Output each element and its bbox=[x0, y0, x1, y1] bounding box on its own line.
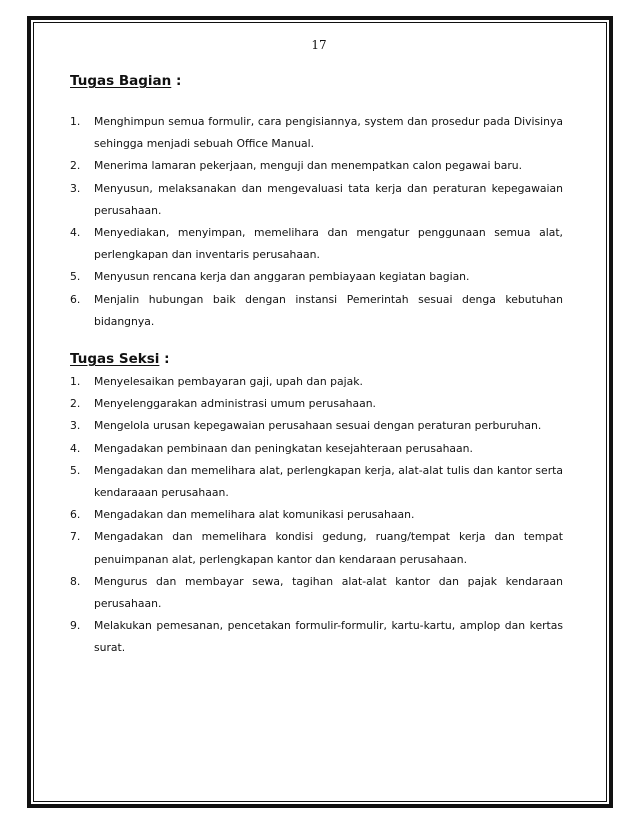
tugas-bagian-list bbox=[70, 111, 563, 333]
list-item-text: Mengadakan dan memelihara alat komunikasi perusahaan. bbox=[94, 508, 415, 522]
list-item-text: Menyediakan, menyimpan, memelihara dan mengatur penggunaan semua alat, perlengkapan dan inventaris perusahaan. bbox=[94, 226, 563, 262]
list-item-number: 4. bbox=[70, 226, 81, 240]
list-item bbox=[70, 415, 563, 437]
list-item-text: Mengelola urusan kepegawaian perusahaan sesuai dengan peraturan perburuhan. bbox=[94, 419, 542, 433]
list-item-text: Menerima lamaran pekerjaan, menguji dan menempatkan calon pegawai baru. bbox=[94, 159, 523, 173]
list-item-text: Menyelesaikan pembayaran gaji, upah dan pajak. bbox=[94, 375, 363, 389]
list-item bbox=[70, 438, 563, 460]
list-item-text: Menghimpun semua formulir, cara pengisiannya, system dan prosedur pada Divisinya sehingga menjadi sebuah Office Manual. bbox=[94, 115, 563, 151]
list-item bbox=[70, 460, 563, 504]
list-item-number: 5. bbox=[70, 463, 81, 477]
list-item-text: Menyusun, melaksanakan dan mengevaluasi tata kerja dan peraturan kepegawaian perusahaan. bbox=[94, 181, 563, 217]
list-item-text: Mengurus dan membayar sewa, tagihan alat-alat kantor dan pajak kendaraan perusahaan. bbox=[94, 574, 563, 611]
section-title-colon: : bbox=[171, 73, 182, 89]
list-item-number: 2. bbox=[70, 159, 81, 173]
section-heading-tugas-seksi bbox=[70, 348, 563, 370]
list-item-number: 2. bbox=[70, 397, 81, 411]
list-item bbox=[70, 178, 563, 222]
list-item-number: 3. bbox=[70, 419, 81, 433]
list-item-number: 1. bbox=[70, 375, 81, 389]
tugas-seksi-list bbox=[70, 371, 563, 660]
list-item bbox=[70, 289, 563, 333]
list-item bbox=[70, 266, 563, 288]
list-item bbox=[70, 393, 563, 415]
list-item bbox=[70, 222, 563, 266]
section-title: Tugas Bagian bbox=[70, 73, 172, 89]
page-number: 17 bbox=[311, 38, 327, 52]
list-item-number: 3. bbox=[70, 181, 81, 195]
list-item bbox=[70, 571, 563, 615]
list-item-number: 6. bbox=[70, 508, 81, 522]
list-item-number: 4. bbox=[70, 441, 81, 455]
list-item-number: 8. bbox=[70, 574, 81, 588]
list-item-text: Melakukan pemesanan, pencetakan formulir-formulir, kartu-kartu, amplop dan kertas surat. bbox=[94, 619, 563, 655]
list-item-text: Mengadakan pembinaan dan peningkatan kesejahteraan perusahaan. bbox=[94, 441, 473, 455]
list-item bbox=[70, 504, 563, 526]
list-item-text: Menyusun rencana kerja dan anggaran pembiayaan kegiatan bagian. bbox=[94, 270, 470, 284]
section-title: Tugas Seksi bbox=[70, 351, 160, 368]
list-item-number: 6. bbox=[70, 292, 81, 306]
list-item-number: 5. bbox=[70, 270, 81, 284]
section-title-colon: : bbox=[159, 351, 170, 368]
section-heading-tugas-bagian bbox=[70, 70, 563, 92]
document-body bbox=[70, 70, 563, 660]
list-item-text: Mengadakan dan memelihara alat, perlengkapan kerja, alat-alat tulis dan kantor serta kendaraaan perusahaan. bbox=[94, 463, 563, 500]
list-item bbox=[70, 371, 563, 393]
list-item-text: Menjalin hubungan baik dengan instansi Pemerintah sesuai denga kebutuhan bidangnya. bbox=[94, 292, 563, 328]
list-item-text: Mengadakan dan memelihara kondisi gedung, ruang/tempat kerja dan tempat penuimpanan alat, perlengkapan kantor dan kendaraan perusahaan. bbox=[94, 530, 563, 566]
list-item-number: 1. bbox=[70, 115, 81, 128]
list-item-number: 7. bbox=[70, 530, 81, 544]
list-item bbox=[70, 615, 563, 659]
list-item bbox=[70, 526, 563, 570]
list-item-number: 9. bbox=[70, 619, 81, 633]
list-item bbox=[70, 155, 563, 177]
list-item bbox=[70, 111, 563, 155]
list-item-text: Menyelenggarakan administrasi umum perusahaan. bbox=[94, 397, 376, 411]
